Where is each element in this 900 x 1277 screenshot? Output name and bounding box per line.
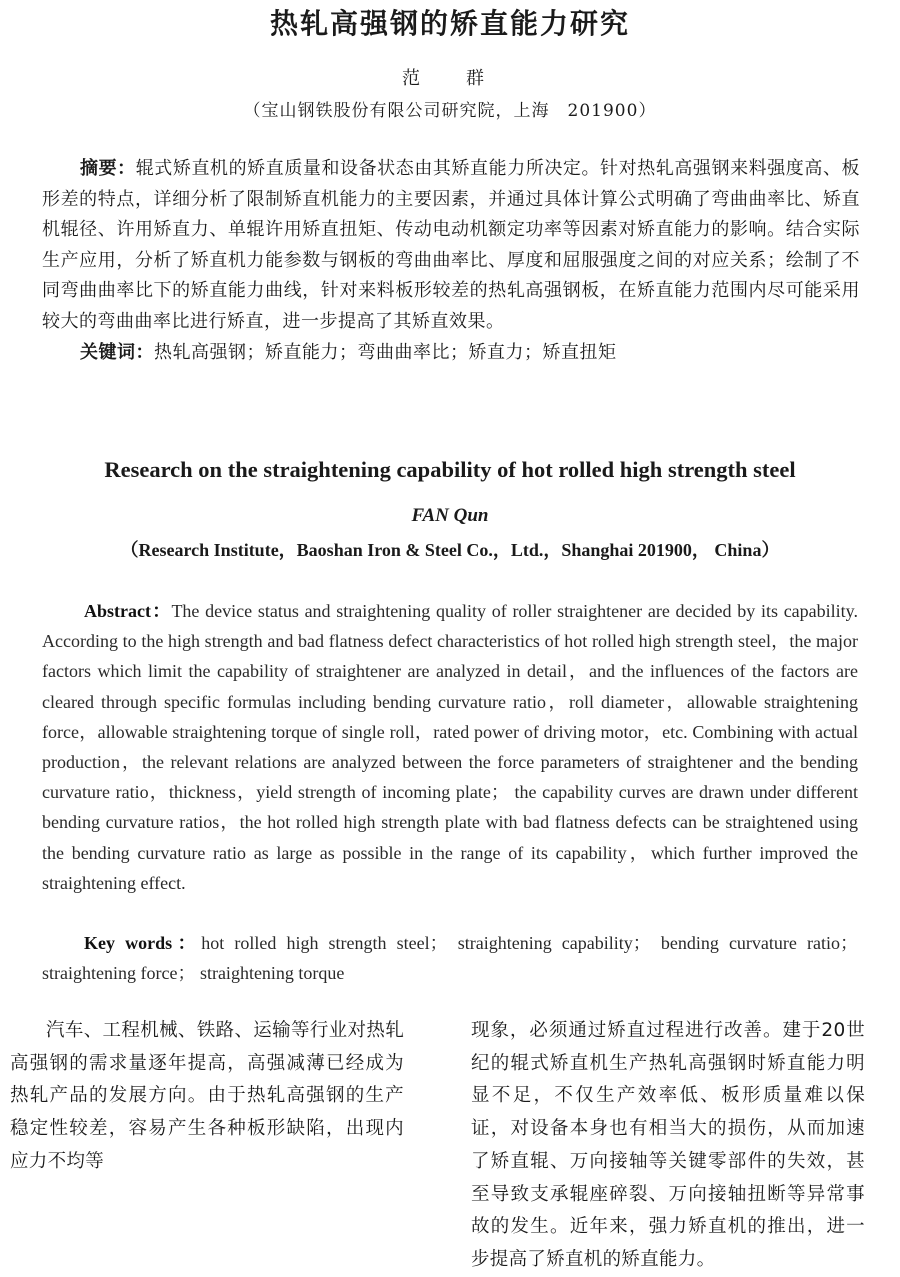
chinese-author: 范 群 [402, 68, 498, 89]
chinese-abstract [42, 154, 860, 337]
chinese-keywords [42, 338, 860, 369]
english-title: Research on the straightening capability of hot rolled high strength steel [104, 457, 796, 482]
chinese-title: 热轧高强钢的矫直能力研究 [269, 7, 630, 40]
chinese-affiliation: （宝山钢铁股份有限公司研究院，上海 201900） [243, 101, 657, 121]
english-keywords-label: Key words： [84, 933, 202, 953]
english-keywords [42, 928, 858, 988]
english-affiliation: （Research Institute，Baoshan Iron & Steel Co.，Ltd.，Shanghai 201900， China） [120, 540, 780, 560]
english-author: FAN Qun [411, 505, 489, 526]
chinese-abstract-text: 辊式矫直机的矫直质量和设备状态由其矫直能力所决定。针对热轧高强钢来料强度高、板形差的特点，详细分析了限制矫直机能力的主要因素，并通过具体计算公式明确了弯曲曲率比、矫直机辊径、许用矫直力、单辊许用矫直扭矩、传动电动机额定功率等因素对矫直能力的影响。结合实际生产应用，分析了矫直机力能参数与钢板的弯曲曲率比、厚度和屈服强度之间的对应关系；绘制了不同弯曲曲率比下的矫直能力曲线，针对来料板形较差的热轧高强钢板，在矫直能力范围内尽可能采用较大的弯曲曲率比进行矫直，进一步提高了其矫直效果。 [42, 158, 861, 332]
chinese-abstract-label: 摘要： [80, 158, 136, 179]
english-keywords-text: hot rolled high strength steel； straightening capability； bending curvature ratio； straightening force； straightening torque [42, 933, 858, 984]
english-abstract [42, 596, 858, 898]
chinese-keywords-label: 关键词： [80, 342, 154, 363]
english-abstract-text: The device status and straightening quality of roller straightener are decided by its capability. According to the high strength and bad flatness defect characteristics of hot rolled high strength steel，the major factors which limit the capability of straightener are analyzed in detail，and the influences of the factors are cleared through specific formulas including bending curvature ratio，roll diameter，allowable straightening force，allowable straightening torque of single roll，rated power of driving motor，etc. Combining with actual production，the relevant relations are analyzed between the force parameters of straightener and the bending curvature ratio，thickness，yield strength of incoming plate； the capability curves are drawn under different bending curvature ratios，the hot rolled high strength plate with bad flatness defects can be straightened using the bending curvature ratio as large as possible in the range of its capability，which further improved the straightening effect. [42, 601, 858, 893]
english-abstract-label: Abstract： [84, 601, 172, 621]
chinese-keywords-text: 热轧高强钢；矫直能力；弯曲曲率比；矫直力；矫直扭矩 [154, 342, 617, 363]
body-left-column: 汽车、工程机械、铁路、运输等行业对热轧高强钢的需求量逐年提高，高强减薄已经成为热轧产品的发展方向。由于热轧高强钢的生产稳定性较差，容易产生各种板形缺陷，出现内应力不均等 [10, 1020, 404, 1172]
body-right-column: 现象，必须通过矫直过程进行改善。建于20世纪的辊式矫直机生产热轧高强钢时矫直能力明显不足，不仅生产效率低、板形质量难以保证，对设备本身也有相当大的损伤，从而加速了矫直辊、万向接轴等关键零部件的失效，甚至导致支承辊座碎裂、万向接轴扭断等异常事故的发生。近年来，强力矫直机的推出，进一步提高了矫直机的矫直能力。 [471, 1020, 865, 1270]
